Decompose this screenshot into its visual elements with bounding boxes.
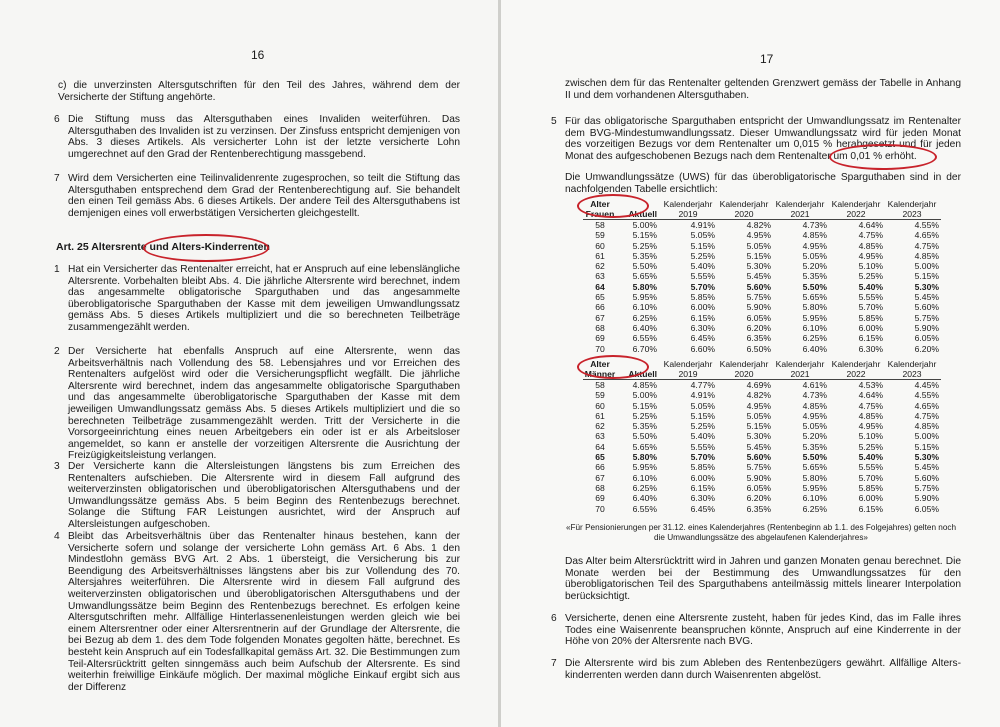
header-year-2021: Kalenderjahr 2021 [775,199,825,219]
table-row [583,473,941,483]
rate-cell-aktuell: 5.65% [632,441,657,452]
rate-cell: 4.95% [746,230,771,241]
paragraph-number: 6 [551,613,557,624]
rate-cell-aktuell: 5.00% [632,390,657,401]
rate-cell: 5.70% [690,281,715,292]
rate-cell: 5.45% [914,462,939,473]
rate-cell: 4.85% [858,410,883,421]
rate-cell: 5.70% [858,472,883,483]
rate-cell: 5.90% [914,493,939,504]
rate-cell-aktuell: 5.25% [632,240,657,251]
rate-cell: 6.00% [858,322,883,333]
rate-cell: 5.70% [690,452,715,463]
red-circle-annotation [143,234,269,262]
rate-cell-aktuell: 5.00% [617,220,661,231]
rate-cell: 5.05% [746,240,771,251]
paragraph-text: Das Alter beim Altersrücktritt wird in Jahren und ganzen Monaten genau berechnet. Die Monate werden bei der Bestimmung des Umwandlungssatzes für den überobligatorischen Teil des Sparguthabens anteilmässig mittels linearer Interpolation berücksichtigt. [565,556,961,602]
rate-cell: 5.30% [914,452,939,463]
age-cell: 62 [595,261,605,272]
rate-cell-aktuell: 6.55% [632,333,657,344]
table-row [583,230,941,240]
rate-cell: 5.40% [690,261,715,272]
header-year-2019: Kalenderjahr 2019 [663,359,713,379]
rate-cell-aktuell: 5.95% [632,462,657,473]
header-alter-maenner: Alter Männer [584,359,616,379]
rate-cell: 4.95% [858,250,883,261]
table-row [583,452,941,462]
header-year-2020: Kalenderjahr 2020 [719,359,769,379]
table-row [583,401,941,411]
rate-cell: 5.80% [802,302,827,313]
age-cell: 58 [583,380,617,391]
rate-cell: 6.30% [690,493,715,504]
rate-cell: 4.75% [914,240,939,251]
rate-cell: 5.50% [802,452,827,463]
age-cell: 59 [595,230,605,241]
paragraph-text: Wird dem Versicherten eine Teilinvalidenrente zugesprochen, so teilt die Stiftung das Altersguthaben entsprechend dem Grad der Rentenberechtigung auf. Sie behandelt den einen Teil gemäss Abs. 6 dieses Artikels. Der andere Teil des Altersguthabens ist demjenigen eines voll erwerbstätigen Versicherten gleichgestellt. [68,173,460,219]
header-year-2023: Kalenderjahr 2023 [887,199,937,219]
age-cell: 64 [595,441,605,452]
rate-cell: 6.05% [746,482,771,493]
rate-cell: 5.05% [690,400,715,411]
rate-cell: 4.77% [661,380,717,391]
paragraph-text: Für das obligatorische Sparguthaben entspricht der Umwandlungssatz im Rentenalter dem BVG-Mindestumwandlungssatz. Dieser Umwandlungssatz wird für jeden Monat des vorzeitigen Bezugs vor dem Rentenalter um 0,015 % herabgesetzt und für jeden Monat des aufgeschobenen Bezugs nach dem Rentenalter um 0,01 % erhöht. [565,116,961,162]
rate-cell: 4.85% [802,400,827,411]
rate-cell: 5.85% [858,312,883,323]
header-year-2021: Kalenderjahr 2021 [775,359,825,379]
rate-cell: 4.75% [858,400,883,411]
rate-cell: 5.30% [914,281,939,292]
rate-cell: 4.95% [858,421,883,432]
age-cell: 67 [595,312,605,323]
header-aktuell: Aktuell [628,369,657,379]
paragraph-text: Die Umwandlungssätze (UWS) für das überobligatorische Sparguthaben sind in der nachfolgenden Tabelle ersichtlich: [565,172,961,195]
table-row [583,431,941,441]
page-number: 16 [251,48,265,62]
age-cell: 59 [595,390,605,401]
paragraph-number: 7 [551,658,557,669]
continuation-text [565,78,961,101]
rate-cell-aktuell: 5.65% [632,271,657,282]
red-circle-annotation [577,194,649,218]
rate-cell: 5.35% [802,271,827,282]
table-footnote: «Für Pensionierungen per 31.12. eines Kalenderjahres (Rentenbeginn ab 1.1. des Folgejahres) gelten noch die Umwandlungssätze des abgelaufenen Kalenderjahres» [565,523,957,542]
rate-cell: 4.95% [802,240,827,251]
rate-cell: 4.85% [914,250,939,261]
rate-cell: 4.82% [746,390,771,401]
rate-cell-aktuell: 5.50% [632,431,657,442]
age-cell: 58 [583,220,617,231]
header-year-2022: Kalenderjahr 2022 [831,199,881,219]
rate-cell: 5.90% [746,472,771,483]
rate-cell-aktuell: 5.80% [632,452,657,463]
rate-cell: 4.75% [858,230,883,241]
table-row [583,411,941,421]
rate-cell: 5.95% [802,482,827,493]
rate-cell-aktuell: 5.80% [632,281,657,292]
rate-cell: 6.05% [746,312,771,323]
table-row [583,302,941,312]
rate-cell: 6.45% [690,333,715,344]
paragraph-text: Die Altersrente wird bis zum Ableben des Rentenbezügers gewährt. Allfällige Alters-kinderrenten werden dann durch Waisenrenten abgelöst. [565,658,961,681]
red-circle-annotation [577,355,649,379]
rate-cell: 5.85% [690,292,715,303]
rate-cell-aktuell: 5.35% [632,250,657,261]
header-year-2019: Kalenderjahr 2019 [663,199,713,219]
rate-cell: 4.75% [914,410,939,421]
article-paragraph-2 [54,346,460,462]
rate-cell-aktuell: 6.10% [632,472,657,483]
rate-cell: 5.20% [802,261,827,272]
table-row [583,344,941,354]
rate-cell-aktuell: 5.50% [632,261,657,272]
rate-cell: 4.61% [773,380,829,391]
rate-cell-aktuell: 6.55% [632,503,657,514]
rate-cell: 6.30% [690,322,715,333]
paragraph-number: 4 [54,531,60,542]
rate-cell: 5.95% [802,312,827,323]
after-table-text [565,556,961,602]
header-year-2020: Kalenderjahr 2020 [719,199,769,219]
rate-cell: 5.60% [746,452,771,463]
paragraph-number: 3 [54,461,60,472]
rate-cell: 4.69% [717,380,773,391]
table-row [583,333,941,343]
article-paragraph-1 [54,264,460,334]
rate-cell: 5.20% [802,431,827,442]
age-cell: 61 [595,250,605,261]
rate-cell: 4.91% [661,220,717,231]
rate-cell: 5.75% [914,482,939,493]
table-row [583,390,941,400]
rate-cell: 4.73% [802,390,827,401]
rate-cell: 4.64% [829,220,885,231]
table-row [583,380,941,391]
rate-cell: 5.85% [690,462,715,473]
rate-cell: 5.35% [802,441,827,452]
rate-cell: 6.35% [746,503,771,514]
page-number: 17 [760,52,774,66]
rate-cell: 5.30% [746,261,771,272]
rate-cell: 6.00% [690,472,715,483]
age-cell: 64 [595,281,605,292]
rate-cell: 6.50% [746,343,771,354]
rate-cell-aktuell: 6.40% [632,493,657,504]
rate-cell: 4.85% [802,230,827,241]
rate-cell: 4.53% [829,380,885,391]
header-year-2023: Kalenderjahr 2023 [887,359,937,379]
paragraph-number: 6 [54,114,60,125]
paragraph-number: 2 [54,346,60,357]
rate-cell-aktuell: 5.25% [632,410,657,421]
rate-cell-aktuell: 5.15% [632,230,657,241]
rate-cell: 5.75% [914,312,939,323]
rate-cell-aktuell: 6.10% [632,302,657,313]
rate-cell: 6.10% [802,493,827,504]
paragraph-number: 7 [54,173,60,184]
paragraph-text: Der Versicherte kann die Altersleistungen längstens bis zum Erreichen des Rentenalters aufschieben. Die Altersrente wird in diesem Fall aufgrund des weiterverzinsten obligatorischen und überobligatorischen Altersguthabens und der Umwandlungssätze gemäss Abs. 5 beim Beginn des Rentenbezugs berechnet. Solange die Stiftung FAR Leistungen ausrichtet, wird der Anspruch auf Altersleistungen aufgeschoben. [68,461,460,530]
rate-cell-aktuell: 6.25% [632,482,657,493]
rate-cell: 4.85% [858,240,883,251]
age-cell: 69 [595,333,605,344]
rate-cell: 6.00% [690,302,715,313]
red-circle-annotation [829,144,937,170]
page-16 [0,0,498,727]
page-17 [501,0,1000,727]
rate-cell: 6.25% [802,503,827,514]
article-paragraph-3 [54,461,460,531]
paragraph-6 [54,114,460,160]
rate-cell: 5.25% [690,250,715,261]
rate-cell: 5.90% [746,302,771,313]
rate-cell: 5.60% [914,472,939,483]
rate-cell: 5.65% [802,462,827,473]
rate-cell: 5.40% [858,281,883,292]
paragraph-6 [551,613,961,648]
rate-cell: 4.65% [914,230,939,241]
rate-cell: 5.75% [746,292,771,303]
rate-cell-aktuell: 6.25% [632,312,657,323]
rate-cell: 5.75% [746,462,771,473]
table-row [583,493,941,503]
paragraph-text: c) die unverzinsten Altersgutschriften für den Teil des Jahres, während dem der Versicherte der Stiftung angehörte. [58,80,460,103]
rate-cell: 6.15% [690,482,715,493]
table-row [583,292,941,302]
uws-table-maenner [583,359,941,514]
rate-cell: 6.40% [802,343,827,354]
age-cell: 65 [595,452,605,463]
age-cell: 68 [595,482,605,493]
rate-cell: 5.25% [858,441,883,452]
rate-cell: 5.60% [914,302,939,313]
rate-cell: 6.15% [690,312,715,323]
rate-cell: 4.82% [717,220,773,231]
paragraph-c [58,80,460,103]
rate-cell: 5.15% [746,421,771,432]
rate-cell: 5.85% [858,482,883,493]
paragraph-text: Bleibt das Arbeitsverhältnis über das Rentenalter hinaus bestehen, kann der Versicherte sofern und solange der versicherte Lohn gemäss Art. 6 Abs. 1 den Mindestlohn gemäss BVG Art. 2 Abs. 1 übersteigt, die Versicherung bis zur Beendigung des Arbeitsverhältnisses längstens aber bis zur Vollendung des 70. Altersjahres weiterführen. Die Altersrente wird in diesem Fall aufgrund des weiterverzinsten obligatorischen und überobligatorischen Altersguthabens und der Umwandlungssätze beim Beginn des Rentenbezugs berechnet. Es erfolgen keine Altersgutschriften mehr. Allfällige Hinterlassenenleistungen werden gleich wie bei einem Altersrentner oder einer Altersrentnerin auf der Grundlage der Altersrente, die bei Bezug ab dem 1. des dem Tode folgenden Monates gegolten hätte, berechnet. Es besteht kein Anspruch auf ein Todesfallkapital gemäss Art. 32. Die Bestimmungen zum Teil-Altersrücktritt gelten sinngemäss auch beim Aufschub der Altersrente. Es sind weiterhin freiwillige Einkäufe möglich. Der maximal mögliche Einkauf ergibt sich aus der Differenz [68,531,460,693]
rate-cell: 4.91% [690,390,715,401]
paragraph-7 [551,658,961,681]
table-row [583,251,941,261]
age-cell: 66 [595,462,605,473]
rate-cell: 4.65% [914,400,939,411]
header-alter-frauen: Alter Frauen [585,199,615,219]
rate-cell: 5.05% [802,421,827,432]
rate-cell: 5.90% [914,322,939,333]
paragraph-text: zwischen dem für das Rentenalter geltenden Grenzwert gemäss der Tabelle in Anhang II und dem vorhandenen Altersguthaben. [565,78,961,101]
uws-table-frauen [583,199,941,354]
rate-cell: 4.55% [885,220,941,231]
rate-cell: 5.25% [690,421,715,432]
article-heading: Art. 25 Altersrente und Alters-Kinderrenten [56,241,270,253]
rate-cell: 6.45% [690,503,715,514]
rate-cell: 6.10% [802,322,827,333]
rate-cell: 4.95% [746,400,771,411]
rate-cell-aktuell: 5.15% [632,400,657,411]
table-row [583,271,941,281]
rate-cell: 5.30% [746,431,771,442]
rate-cell-aktuell: 4.85% [617,380,661,391]
rate-cell: 5.65% [802,292,827,303]
rate-cell: 6.05% [914,333,939,344]
age-cell: 63 [595,431,605,442]
rate-cell: 5.55% [690,271,715,282]
paragraph-number: 1 [54,264,60,275]
age-cell: 66 [595,302,605,313]
rate-cell: 6.30% [858,343,883,354]
rate-cell: 5.45% [746,441,771,452]
table-row [583,323,941,333]
rate-cell: 5.55% [858,462,883,473]
paragraph-text: Die Stiftung muss das Altersguthaben eines Invaliden weiterführen. Das Altersguthaben des Invaliden ist zu verzinsen. Der Zinsfuss entspricht demjenigen von Abs. 3 dieses Artikels. Als versicherter Lohn ist der letzte versicherte Lohn umgerechnet auf den Grad der Rentenberechtigung massgebend. [68,114,460,160]
rate-cell: 5.40% [690,431,715,442]
age-cell: 60 [595,400,605,411]
rate-cell: 5.55% [858,292,883,303]
table-row [583,282,941,292]
rate-cell: 5.45% [746,271,771,282]
rate-cell: 6.20% [914,343,939,354]
rate-cell: 4.64% [858,390,883,401]
table-row [583,504,941,514]
header-year-2022: Kalenderjahr 2022 [831,359,881,379]
header-aktuell: Aktuell [628,209,657,219]
rate-cell: 5.15% [914,271,939,282]
rate-cell: 6.25% [802,333,827,344]
rate-cell: 5.05% [690,230,715,241]
table-row [583,421,941,431]
rate-cell: 5.15% [914,441,939,452]
rate-cell: 6.60% [690,343,715,354]
table-row [583,442,941,452]
rate-cell: 4.55% [914,390,939,401]
paragraph-text: Versicherte, denen eine Altersrente zusteht, haben für jedes Kind, das im Falle ihres Todes eine Waisenrente beanspruchen könnte, Anspruch auf eine Kinderrente in der Höhe von 20% der Altersrente nach BVG. [565,613,961,648]
rate-cell: 5.15% [746,250,771,261]
table-row [583,462,941,472]
rate-cell: 4.73% [773,220,829,231]
rate-cell: 5.80% [802,472,827,483]
rate-cell: 5.00% [914,261,939,272]
age-cell: 70 [595,343,605,354]
age-cell: 70 [595,503,605,514]
rate-cell-aktuell: 5.95% [632,292,657,303]
rate-cell: 5.05% [802,250,827,261]
rate-cell: 5.15% [690,240,715,251]
paragraph-text: Hat ein Versicherter das Rentenalter erreicht, hat er Anspruch auf eine lebenslängliche Altersrente. Vorbehalten bleibt Abs. 4. Die jährliche Altersrente wird berechnet, indem das angesammelte obligatorische Sparguthaben und das angesammelte überobligatorische Sparguthaben der Kasse mit dem jeweiligen Umwandlungssatz gemäss Abs. 5 dieses Artikels multipliziert und die so berechneten Teilbeträge zusammengezählt werden. [68,264,460,333]
paragraph-number: 5 [551,116,557,127]
rate-cell: 5.50% [802,281,827,292]
age-cell: 65 [595,292,605,303]
article-paragraph-4 [54,531,460,693]
table-row [583,241,941,251]
table-row [583,483,941,493]
paragraph-7 [54,173,460,219]
rate-cell-aktuell: 6.40% [632,322,657,333]
rate-cell-aktuell: 6.70% [632,343,657,354]
age-cell: 61 [595,410,605,421]
table-row [583,261,941,271]
rate-cell: 6.20% [746,322,771,333]
age-cell: 63 [595,271,605,282]
rate-cell: 6.05% [914,503,939,514]
age-cell: 60 [595,240,605,251]
table-row [583,220,941,231]
age-cell: 67 [595,472,605,483]
rate-cell: 5.70% [858,302,883,313]
rate-cell: 5.45% [914,292,939,303]
rate-cell: 5.40% [858,452,883,463]
age-cell: 62 [595,421,605,432]
rate-cell: 5.25% [858,271,883,282]
rate-cell: 4.85% [914,421,939,432]
rate-cell: 5.05% [746,410,771,421]
paragraph-text: Der Versicherte hat ebenfalls Anspruch auf eine Altersrente, wenn das Arbeitsverhältnis nach Vollendung des 58. Lebensjahres und vor Erreichen des Rentenalters aufgelöst wird oder die Versicherungspflicht wegfällt. Die jährliche Altersrente wird berechnet, indem das angesammelte obligatorische Sparguthaben und das angesammelte überobligatorische Sparguthaben der Kasse mit dem jeweiligen Umwandlungssatz gemäss Abs. 5 dieses Artikels multipliziert und die so berechneten Teilbeträge zusammengezählt werden. Tritt der Versicherte in die Vorsorgeeinrichtung eines neuen Arbeitgebers ein oder ist er als Arbeitsloser angemeldet, so kann er anstelle der vorzeitigen Altersrente die Ausrichtung der Freizügigkeitsleistung verlangen. [68,346,460,462]
rate-cell: 6.15% [858,503,883,514]
rate-cell: 5.15% [690,410,715,421]
rate-cell-aktuell: 5.35% [632,421,657,432]
rate-cell: 6.20% [746,493,771,504]
age-cell: 68 [595,322,605,333]
rate-cell: 5.60% [746,281,771,292]
age-cell: 69 [595,493,605,504]
table-row [583,313,941,323]
rate-cell: 5.10% [858,431,883,442]
rate-cell: 6.35% [746,333,771,344]
rate-cell: 6.15% [858,333,883,344]
rate-cell: 5.10% [858,261,883,272]
rate-cell: 5.00% [914,431,939,442]
table-intro [565,172,961,195]
rate-cell: 5.55% [690,441,715,452]
rate-cell: 6.00% [858,493,883,504]
rate-cell: 4.45% [885,380,941,391]
rate-cell: 4.95% [802,410,827,421]
